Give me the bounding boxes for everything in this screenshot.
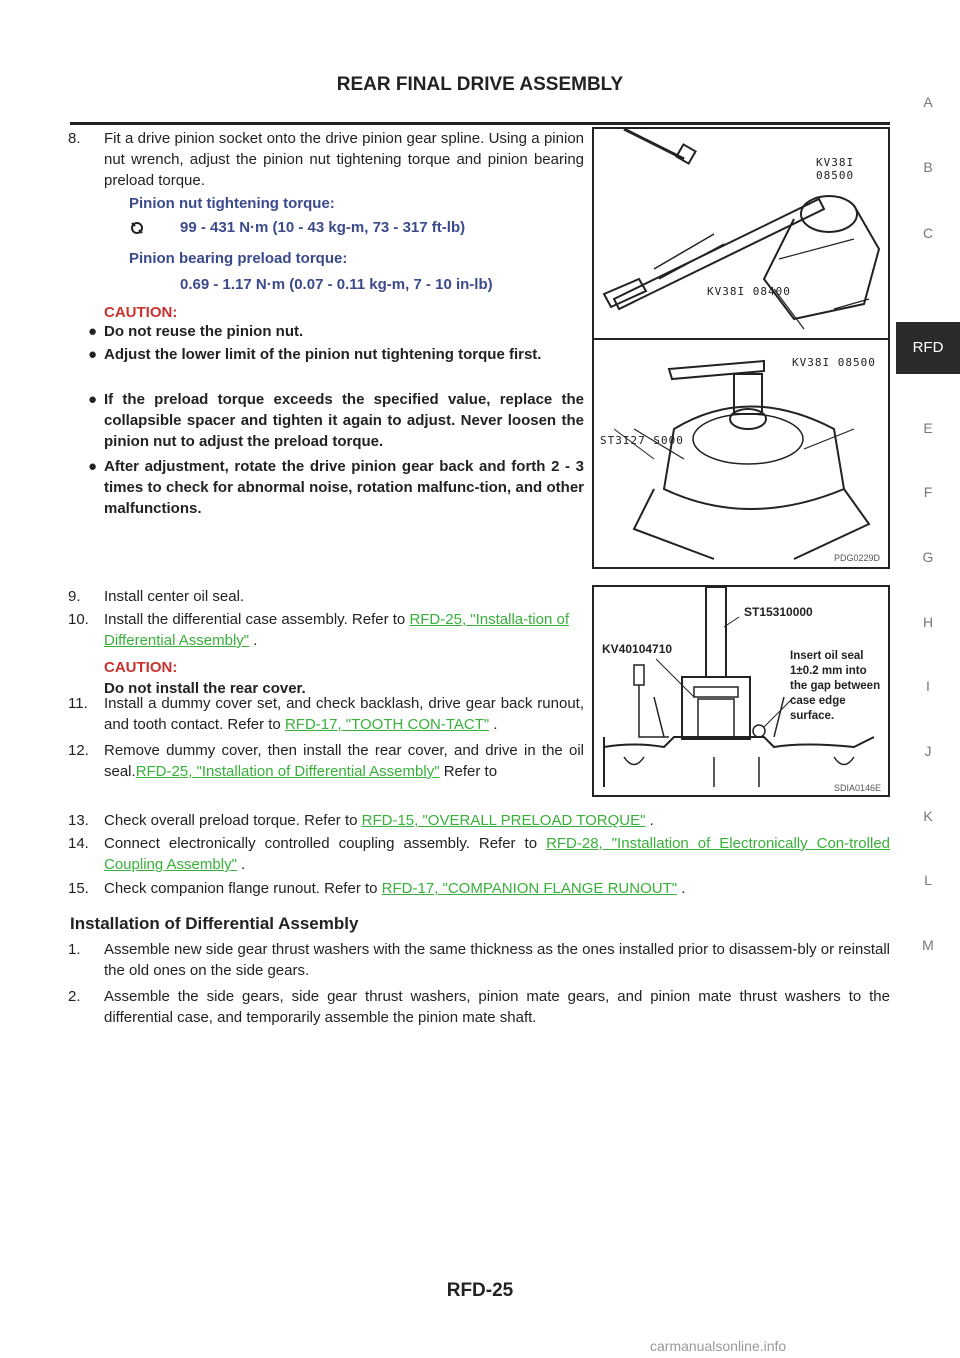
step-15: 15. Check companion flange runout. Refer to RFD-17, "COMPANION FLANGE RUNOUT" . [68,880,686,897]
tool-callout: KV40104710 [602,642,673,656]
link-electronic-coupling[interactable]: RFD-28, "Installation of Electronically Con-trolled Coupling Assembly" [104,835,890,873]
spec-value-preload: 0.69 - 1.17 N·m (0.07 - 0.11 kg-m, 7 - 10 in-lb) [180,276,493,293]
bullet-dot: ● [88,323,98,340]
figure-code: SDIA0146E [834,783,882,793]
list-item: 2. Assemble the side gears, side gear thrust washers, pinion mate gears, and pinion mate thrust washers to the differential case, and temporarily assemble the pinion mate shaft. [68,988,890,1026]
caution-bullet: ● Do not reuse the pinion nut. [88,323,304,340]
caution-label: CAUTION: [104,659,178,676]
spec-value-nut-torque: 99 - 431 N·m (10 - 43 kg-m, 73 - 317 ft-lb) [180,219,466,236]
page-header-title: REAR FINAL DRIVE ASSEMBLY [336,74,624,95]
step-14: 14. Connect electronically controlled coupling assembly. Refer to RFD-28, "Installation of Electronically Con-trolled Coupling Assembly" . [68,835,890,873]
tab-rfd[interactable]: RFD [896,322,960,374]
step-text: Fit a drive pinion socket onto the drive pinion gear spline. Using a pinion nut wrench, adjust the pinion nut tightening torque and pinion bearing preload torque. [104,130,584,189]
tool-callout: KV38I 08400 [707,285,791,298]
link-tooth-contact[interactable]: RFD-17, "TOOTH CON-TACT" [284,716,490,733]
link-installation-differential[interactable]: RFD-25, "Installa-tion of Differential Assembly" [104,611,569,649]
tab-h[interactable]: H [922,614,934,630]
header-rule [70,122,890,125]
figure-oil-seal [592,585,890,797]
spec-label-preload: Pinion bearing preload torque: [129,250,348,267]
link-installation-differential[interactable]: RFD-25, "Installation of Differential Assembly" [135,763,440,780]
step-8 [68,128,584,191]
page-number: RFD-25 [446,1280,514,1301]
tab-i[interactable]: I [926,678,930,694]
tab-g[interactable]: G [922,549,934,565]
procedure-note: Insert oil seal 1±0.2 mm into the gap between case edge surface. [790,650,881,722]
tab-a[interactable]: A [923,94,933,110]
caution-text: Do not install the rear cover. [104,680,306,697]
bullet-dot: ● [88,391,98,408]
list-item: 1. Assemble new side gear thrust washers with the same thickness as the ones installed prior to disassem-bly or reinstall the old ones on the side gears. [68,941,890,979]
tab-l[interactable]: L [924,872,932,888]
tool-callout: KV38I 08500 [816,156,855,182]
tab-k[interactable]: K [923,808,933,824]
step-13: 13. Check overall preload torque. Refer to RFD-15, "OVERALL PRELOAD TORQUE" . [68,812,654,829]
torque-wrench-icon [129,220,145,236]
figure-code: PDG0229D [834,553,881,563]
bullet-dot: ● [88,346,98,363]
spec-label-nut-torque: Pinion nut tightening torque: [129,195,335,212]
tool-callout: ST3I27 S000 [600,434,684,447]
step-number: 8. [68,130,81,147]
tool-callout: KV38I 08500 [792,356,876,369]
caution-bullet: ● Adjust the lower limit of the pinion nut tightening torque first. [88,346,542,363]
bullet-dot: ● [88,458,98,475]
caution-bullet: ● If the preload torque exceeds the specified value, replace the collapsible spacer and tighten it again to adjust. Never loosen the pinion nut to adjust the preload torque. [88,391,584,450]
section-title: Installation of Differential Assembly [70,914,359,933]
tab-c[interactable]: C [922,225,934,241]
step-11: 11. Install a dummy cover set, and check backlash, drive gear back runout, and tooth contact. Refer to RFD-17, "TOOTH CON-TACT" . [68,695,584,733]
figure-pinion-torque [592,127,890,569]
step-12: 12. Remove dummy cover, then install the rear cover, and drive in the oil seal.RFD-25, "Installation of Differential Assembly" Refer to [68,742,584,780]
tool-callout: ST15310000 [744,605,813,619]
caution-bullet: ● After adjustment, rotate the drive pinion gear back and forth 2 - 3 times to check for abnormal noise, rotation malfunc-tion, and other malfunctions. [88,458,584,517]
watermark: carmanualsonline.info [650,1338,787,1354]
step-9: 9. Install center oil seal. [68,588,245,605]
tab-m[interactable]: M [922,937,934,953]
step-10: 10. Install the differential case assembly. Refer to RFD-25, "Installa-tion of Differential Assembly" . CAUTION: Do not install the rear cover. [104,609,584,699]
tab-j[interactable]: J [924,743,932,759]
tab-f[interactable]: F [923,484,933,500]
tab-b[interactable]: B [923,159,933,175]
caution-label: CAUTION: [104,304,178,321]
link-companion-flange[interactable]: RFD-17, "COMPANION FLANGE RUNOUT" [381,880,678,897]
tab-e[interactable]: E [923,420,933,436]
illustration-pinion-wrench [594,129,888,567]
link-overall-preload[interactable]: RFD-15, "OVERALL PRELOAD TORQUE" [361,812,646,829]
